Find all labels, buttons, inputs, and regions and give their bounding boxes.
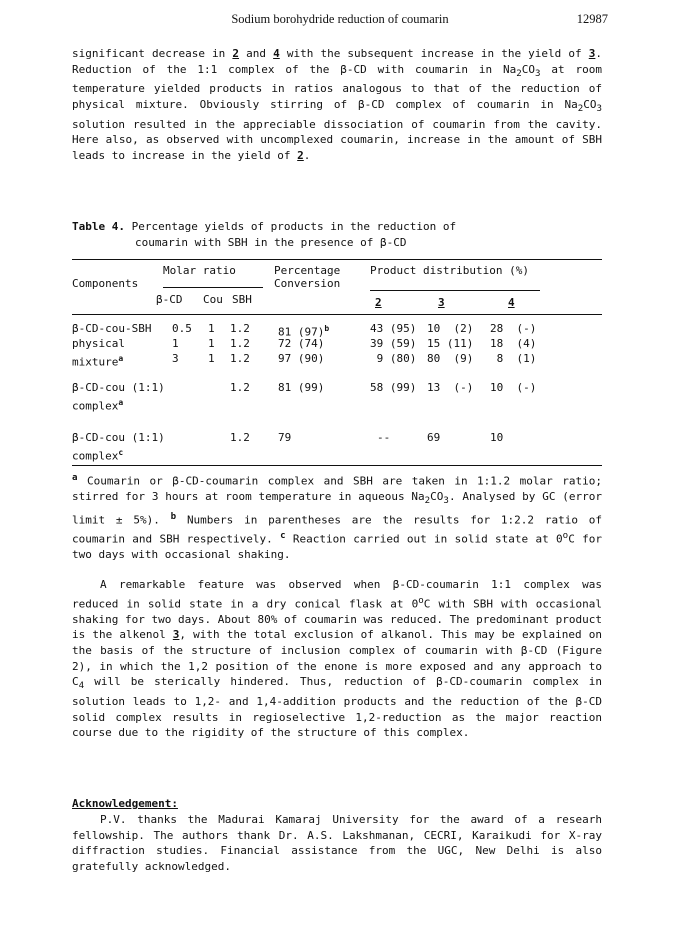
table-cell-product-4: 8 (1) — [490, 352, 537, 365]
table-cell-product-2: 9 (80) — [370, 352, 417, 365]
table-cell-cou: 1 — [208, 337, 215, 350]
compound-ref: 4 — [273, 47, 280, 60]
header-conversion: Conversion — [274, 277, 341, 290]
header-product-distribution: Product distribution (%) — [370, 264, 529, 277]
table-cell-product-3: 80 (9) — [427, 352, 474, 365]
table-cell-sbh: 1.2 — [230, 322, 250, 335]
page-number: 12987 — [576, 12, 608, 26]
table-cell-product-2: 43 (95) — [370, 322, 417, 335]
header-bcd: β-CD — [156, 293, 183, 306]
header-molar-ratio: Molar ratio — [163, 264, 236, 277]
table-cell-product-4: 18 (4) — [490, 337, 537, 350]
table-row-component: physical — [72, 337, 125, 350]
table-row-component: β-CD-cou-SBH — [72, 322, 152, 335]
table-row-component-line2: complex$^c$ — [72, 448, 124, 463]
compound-ref: 3 — [172, 628, 180, 642]
running-header-title: Sodium borohydride reduction of coumarin — [231, 12, 449, 26]
acknowledgement-heading: Acknowledgement: — [72, 797, 178, 810]
table-row-component-line2: complex$^a$ — [72, 398, 124, 413]
table-cell-bcd: 1 — [172, 337, 179, 350]
header-components: Components — [72, 277, 139, 290]
acknowledgement-text: P.V. thanks the Madurai Kamaraj University for the award of a researh fellowship. The authors thank Dr. A.S. Lakshmanan, CECRI, Karaikudi for X-ray diffraction studies. Financial assistance from the UGC, New Delhi is also gratefully acknowledged. — [72, 813, 602, 873]
header-percentage: Percentage — [274, 264, 341, 277]
compound-ref: 2 — [297, 148, 304, 162]
table-cell-sbh: 1.2 — [230, 337, 250, 350]
table-cell-product-3: 69 — [427, 431, 441, 444]
body-paragraph: A remarkable feature was observed when β-CD-coumarin 1:1 complex was reduced in solid state in a dry conical flask at 0$^o$C with SBH with occasional shaking for two days. About 80% of coumarin was reduced. The predominant product is the alkenol 3, with the total exclusion of alkanol. This may be explained on the basis of the structure of inclusion complex of coumarin with β-CD (Figure 2), in which the 1,2 position of the enone is more exposed and any approach to $C_4$ will be sterically hindered. Thus, reduction of β-CD-coumarin complex in solution leads to 1,2- and 1,4-addition products and the reduction of the β-CD solid complex results in regioselective 1,2-reduction as the major reaction course due to the rigidity of the structure of this complex. — [72, 578, 602, 740]
table-cell-product-4: 10 — [490, 431, 504, 444]
table-cell-product-2: 58 (99) — [370, 381, 417, 394]
header-sbh: SBH — [232, 293, 252, 306]
table-row-component: mixture$^a$ — [72, 354, 124, 369]
table-header-rule — [72, 314, 602, 315]
table-caption: Table 4. Percentage yields of products in the reduction of coumarin with SBH in the presence of β-CD — [72, 220, 457, 249]
product-distribution-underline — [370, 290, 540, 291]
table-top-rule — [72, 259, 602, 260]
table-cell-bcd: 3 — [172, 352, 179, 365]
table-cell-product-3: 13 (-) — [427, 381, 474, 394]
table-row-component: β-CD-cou (1:1) — [72, 431, 165, 444]
table-row-component: β-CD-cou (1:1) — [72, 381, 165, 394]
table-cell-cou: 1 — [208, 322, 215, 335]
table-cell-conversion: 97 (90) — [278, 352, 325, 365]
table-cell-product-3: 10 (2) — [427, 322, 474, 335]
header-product-3: 3 — [438, 296, 445, 309]
table-cell-product-4: 10 (-) — [490, 381, 537, 394]
table-footnote: $^a$ Coumarin or β-CD-coumarin complex and SBH are taken in 1:1.2 molar ratio; stirred for 3 hours at room temperature in aqueous $Na_2CO_3$. Analysed by GC (error limit ± 5%). $^b$ Numbers in parentheses are the results for 1:2.2 ratio of coumarin and SBH respectively. $^c$ Reaction carried out in solid state at 0$^o$C for two days with occasional shaking. — [72, 472, 603, 561]
compound-ref: 3 — [588, 47, 596, 60]
table-cell-conversion: 81 (99) — [278, 381, 325, 394]
table-cell-conversion: 72 (74) — [278, 337, 325, 350]
header-product-2: 2 — [375, 296, 382, 309]
table-cell-bcd: 0.5 — [172, 322, 192, 335]
intro-paragraph: significant decrease in 2 and 4 with the subsequent increase in the yield of 3. Reduction of the 1:1 complex of the β-CD with coumarin in $Na_2CO_3$ at room temperature yielded products in ratios analogous to that of the reduction of physical mixture. Obviously stirring of β-CD complex of coumarin in $Na_2CO_3$ solution resulted in the appreciable dissociation of coumarin from the cavity. Here also, as observed with uncomplexed coumarin, increase in the amount of SBH leads to increase in the yield of 2. — [72, 47, 602, 162]
molar-ratio-underline — [163, 287, 263, 288]
table-cell-conversion: 81 $(97)^b$ — [278, 324, 330, 339]
compound-ref: 2 — [232, 47, 240, 60]
table-label: Table 4. — [72, 220, 125, 233]
table-cell-sbh: 1.2 — [230, 381, 250, 394]
table-cell-conversion: 79 — [278, 431, 292, 444]
table-cell-sbh: 1.2 — [230, 352, 250, 365]
table-cell-product-4: 28 (-) — [490, 322, 537, 335]
table-cell-cou: 1 — [208, 352, 215, 365]
table-cell-sbh: 1.2 — [230, 431, 250, 444]
table-cell-product-2: -- — [377, 431, 391, 444]
header-cou: Cou — [203, 293, 223, 306]
table-cell-product-3: 15 (11) — [427, 337, 474, 350]
table-cell-product-2: 39 (59) — [370, 337, 417, 350]
header-product-4: 4 — [508, 296, 515, 309]
table-bottom-rule — [72, 465, 602, 466]
